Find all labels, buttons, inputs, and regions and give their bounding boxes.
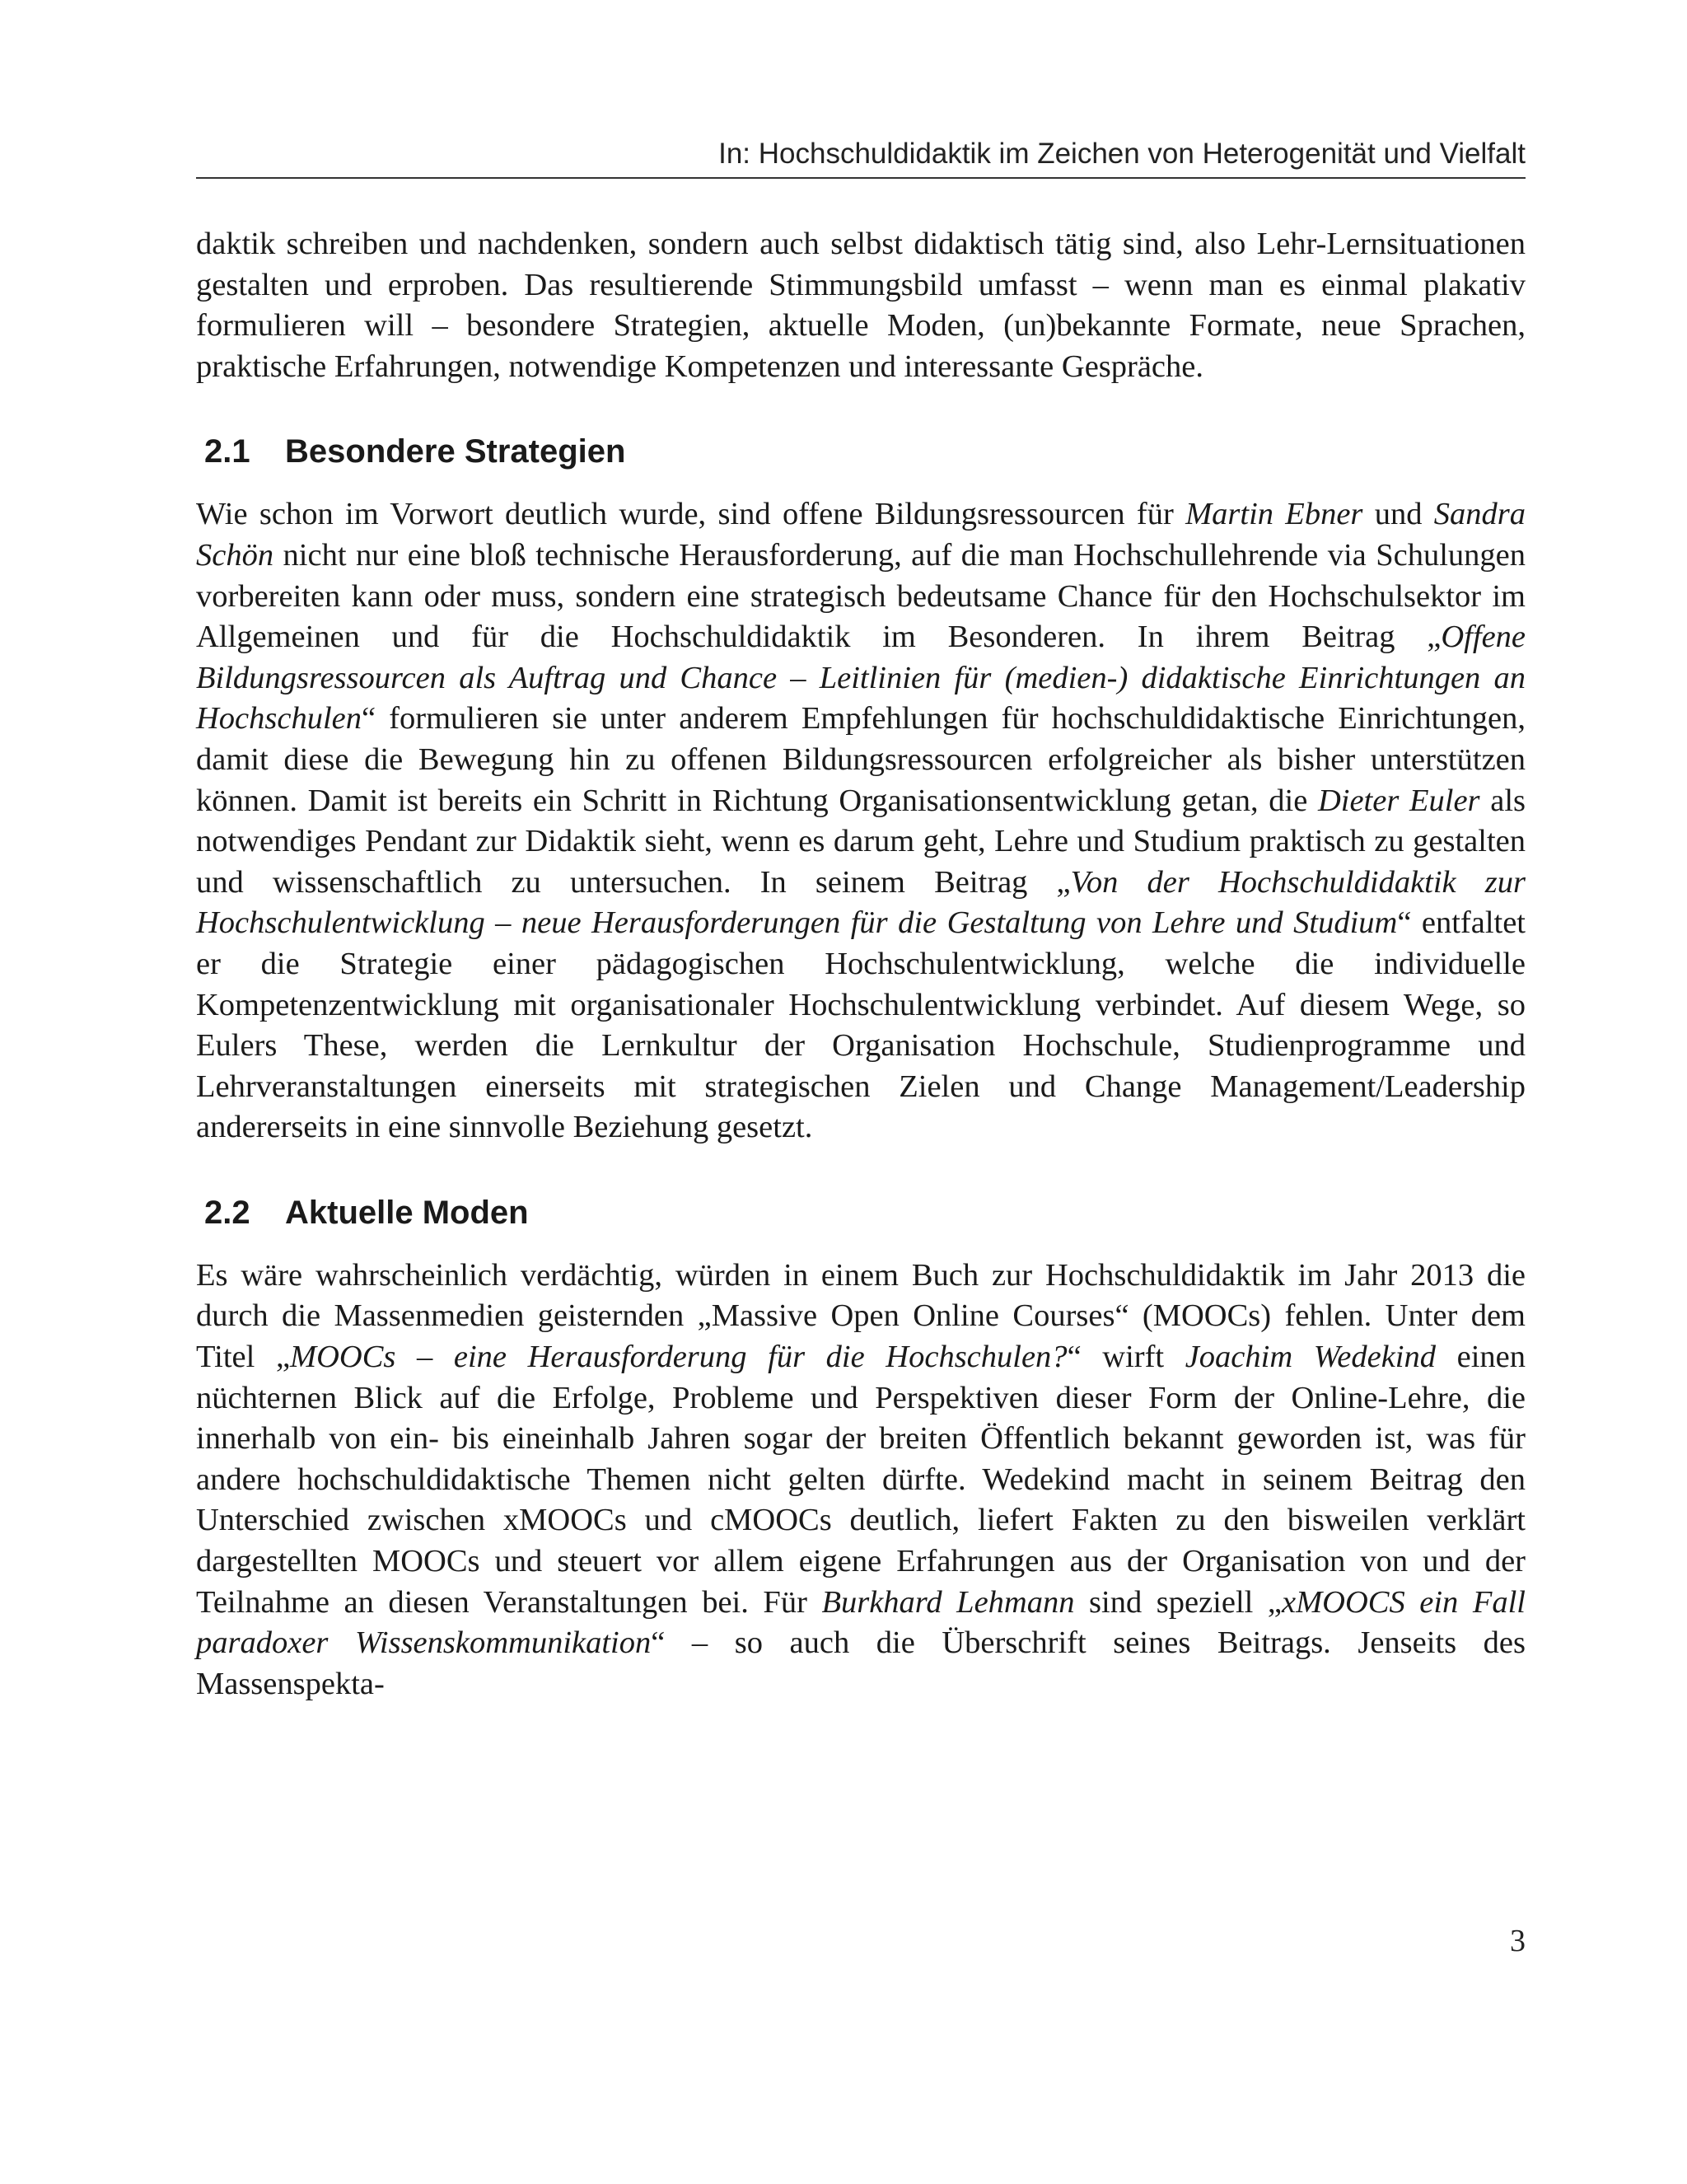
page-number: 3: [1510, 1924, 1526, 1958]
article-title: Offene Bildungsressourcen als Auftrag und Chance – Leitlinien für (medien-) didaktische Einrichtungen an Hochschulen: [196, 620, 1526, 737]
spacer: [196, 387, 1526, 431]
body-text: “ formulieren sie unter anderem Empfehlungen für hochschuldidaktische Einrichtungen, damit diese die Bewegung hin zu offenen Bildungsressourcen erfolgreicher als bisher unterstützen können. Damit ist bereits ein Schritt in Richtung Organisationsentwicklung getan, die: [196, 701, 1526, 818]
running-header-title: In: Hochschuldidaktik im Zeichen von Heterogenität und Vielfalt: [718, 138, 1526, 170]
body-text: sind speziell „: [1074, 1584, 1282, 1620]
author-name: Burkhard Lehmann: [821, 1584, 1075, 1620]
body-text: nicht nur eine bloß technische Herausforderung, auf die man Hochschullehrende via Schulungen vorbereiten kann oder muss, sondern eine strategisch bedeutsame Chance für den Hochschulsektor im Allgemeinen und für die Hochschuldidaktik im Besonderen. In ihrem Beitrag „: [196, 537, 1526, 655]
intro-paragraph: daktik schreiben und nachdenken, sondern auch selbst didaktisch tätig sind, also Lehr-Lernsituationen gestalten und erproben. Das resultierende Stimmungsbild umfasst – wenn man es einmal plakativ formulieren will – besondere Strategien, aktuelle Moden, (un)bekannte Formate, neue Sprachen, praktische Erfahrungen, notwendige Kompetenzen und interessante Gespräche.: [196, 227, 1526, 384]
body-text: als notwendiges Pendant zur Didaktik sieht, wenn es darum geht, Lehre und Studium praktisch zu gestalten und wissenschaftlich zu untersuchen. In seinem Beitrag „: [196, 783, 1526, 900]
section-heading-2-1: [196, 431, 1526, 472]
spacer: [196, 472, 1526, 494]
spacer: [196, 1233, 1526, 1256]
section-title: Besondere Strategien: [285, 433, 626, 470]
author-name: Joachim Wedekind: [1185, 1340, 1437, 1375]
article-title: MOOCs – eine Herausforderung für die Hochschulen?: [290, 1340, 1068, 1375]
section-2-2-paragraph: [196, 1256, 1526, 1705]
section-heading-2-2: [196, 1192, 1526, 1233]
article-title: Von der Hochschuldidaktik zur Hochschulentwicklung – neue Herausforderungen für die Gestaltung von Lehre und Studium: [196, 864, 1526, 941]
body-text: “ – so auch die Überschrift seines Beitrags. Jenseits des Massenspekta-: [196, 1625, 1526, 1701]
spacer: [196, 1148, 1526, 1192]
body-text: Es wäre wahrscheinlich verdächtig, würden in einem Buch zur Hochschuldidaktik im Jahr 2013 die durch die Massenmedien geisternden „Massive Open Online Courses“ (MOOCs) fehlen. Unter dem Titel „: [196, 1257, 1526, 1375]
page-body: [196, 224, 1526, 1705]
author-name: Martin Ebner: [1185, 497, 1363, 532]
body-text: Wie schon im Vorwort deutlich wurde, sind offene Bildungsressourcen für: [196, 497, 1186, 532]
running-header: [196, 136, 1526, 179]
article-title: xMOOCS ein Fall paradoxer Wissenskommunikation: [196, 1584, 1526, 1661]
body-text: “ entfaltet er die Strategie einer pädagogischen Hochschulentwicklung, welche die individuelle Kompetenzentwicklung mit organisationaler Hochschulentwicklung verbindet. Auf diesem Wege, so Eulers These, werden die Lernkultur der Organisation Hochschule, Studienprogramme und Lehrveranstaltungen einerseits mit strategischen Zielen und Change Management/Leadership andererseits in eine sinnvolle Beziehung gesetzt.: [196, 905, 1526, 1145]
body-text: und: [1362, 497, 1434, 532]
author-name: Dieter Euler: [1317, 783, 1480, 818]
section-number: 2.1: [204, 433, 250, 470]
section-2-1-paragraph: [196, 494, 1526, 1148]
section-title: Aktuelle Moden: [285, 1194, 529, 1231]
author-name: Sandra Schön: [196, 497, 1526, 573]
body-text: “ wirft: [1067, 1340, 1185, 1375]
section-number: 2.2: [204, 1194, 250, 1231]
body-text: einen nüchternen Blick auf die Erfolge, Probleme und Perspektiven dieser Form der Online-Lehre, die innerhalb von ein- bis eineinhalb Jahren sogar der breiten Öffentlich bekannt geworden ist, was für andere hochschuldidaktische Themen nicht gelten dürfte. Wedekind macht in seinem Beitrag den Unterschied zwischen xMOOCs und cMOOCs deutlich, liefert Fakten zu den bisweilen verklärt dargestellten MOOCs und steuert vor allem eigene Erfahrungen aus der Organisation von und der Teilnahme an diesen Veranstaltungen bei. Für: [196, 1340, 1526, 1620]
